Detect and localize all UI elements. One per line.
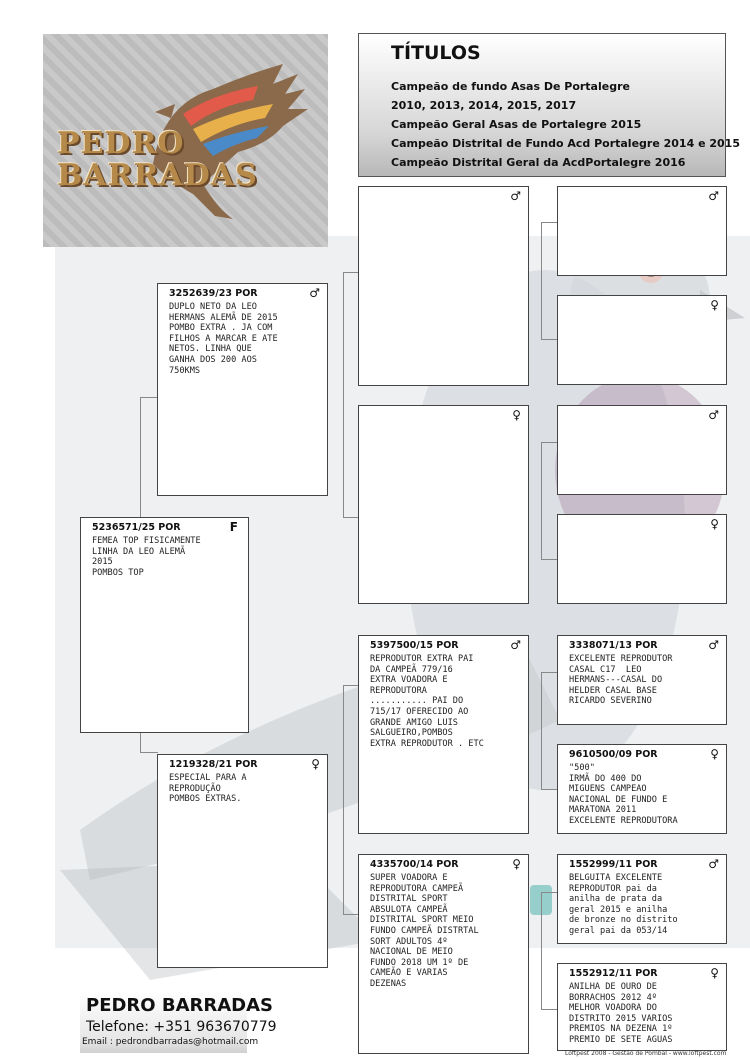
phone-number: Telefone: +351 963670779	[86, 1019, 277, 1035]
pigeon-notes: BELGUITA EXCELENTE REPRODUTOR pai da anilha de prata da geral 2015 e anilha de bronze no distrito geral pai da 053/14	[569, 873, 678, 936]
logo-line-1: PEDRO	[57, 126, 185, 161]
female-symbol-icon: ♀	[710, 747, 719, 761]
logo-line-2: BARRADAS	[57, 158, 258, 193]
pigeon-notes: ESPECIAL PARA A REPRODUÇÃO POMBOS EXTRAS.	[169, 773, 247, 805]
ring-number: 5397500/15 POR	[370, 640, 459, 651]
pigeon-notes: "500" IRMÃ DO 400 DO MIGUENS CAMPEAO NACIONAL DE FUNDO E MARATONA 2011 EXCELENTE REPRODUTORA	[569, 763, 678, 826]
title-line: Campeão Distrital Geral da AcdPortalegre 2016	[391, 156, 686, 169]
breeder-name: PEDRO BARRADAS	[86, 995, 273, 1016]
female-symbol-icon: ♀	[710, 298, 719, 312]
pedigree-card-sd-dam[interactable]	[557, 514, 727, 604]
ring-number: 4335700/14 POR	[370, 859, 459, 870]
pedigree-card-sire-dam[interactable]	[358, 405, 529, 604]
pigeon-notes: DUPLO NETO DA LEO HERMANS ALEMÃ DE 2015 POMBO EXTRA . JA COM FILHOS A MARCAR E ATE NETOS. LINHA QUE GANHA DOS 200 AOS 750KMS	[169, 302, 278, 376]
pedigree-card-sire-sire[interactable]	[358, 186, 529, 386]
breeder-logo	[43, 34, 328, 247]
pigeon-notes: ANILHA DE OURO DE BORRACHOS 2012 4º MELHOR VOADORA DO DISTRITO 2015 VARIOS PREMIOS NA DEZENA 1º PREMIO DE SETE AGUAS	[569, 982, 673, 1045]
ring-number: 3338071/13 POR	[569, 640, 658, 651]
titles-panel	[358, 33, 740, 177]
ring-number: 9610500/09 POR	[569, 749, 658, 760]
pedigree-card-ss-dam[interactable]	[557, 295, 727, 385]
male-symbol-icon: ♂	[309, 286, 320, 300]
ring-number: 1552999/11 POR	[569, 859, 658, 870]
male-symbol-icon: ♂	[708, 857, 719, 871]
male-symbol-icon: ♂	[708, 408, 719, 422]
female-symbol-icon: ♀	[710, 517, 719, 531]
connector-dam	[343, 685, 358, 915]
ring-number: 5236571/25 POR	[92, 522, 181, 533]
pigeon-notes: FEMEA TOP FISICAMENTE LINHA DA LEO ALEMÃ 2015 POMBOS TOP	[92, 536, 201, 578]
ring-number: 1552912/11 POR	[569, 968, 658, 979]
connector-dam-sire	[541, 672, 557, 790]
pedigree-card-dd-dam[interactable]	[557, 963, 727, 1051]
pedigree-card-ds-dam[interactable]	[557, 744, 727, 834]
ring-number: 3252639/23 POR	[169, 288, 258, 299]
ring-number: 1219328/21 POR	[169, 759, 258, 770]
pigeon-notes: SUPER VOADORA E REPRODUTORA CAMPEÃ DISTRITAL SPORT ABSULOTA CAMPEÃ DISTRITAL SPORT MEIO FUNDO CAMPEÃ DISTRTAL SORT ADULTOS 4º NACIONAL DE MEIO FUNDO 2018 UM 1º DE CAMEÃO E VARIAS DEZENAS	[370, 873, 479, 989]
connector-sire	[343, 272, 358, 518]
pedigree-card-dam-sire[interactable]	[358, 635, 529, 834]
title-line: 2010, 2013, 2014, 2015, 2017	[391, 99, 577, 112]
female-symbol-icon: ♀	[512, 857, 521, 871]
pedigree-card-dd-sire[interactable]	[557, 854, 727, 944]
pigeon-notes: REPRODUTOR EXTRA PAI DA CAMPEÃ 779/16 EXTRA VOADORA E REPRODUTORA ........... PAI DO 715/17 OFERECIDO AO GRANDE AMIGO LUIS SALGUEIRO,POMBOS EXTRA REPRODUTOR . ETC	[370, 654, 484, 749]
pedigree-card-sire[interactable]	[157, 283, 328, 496]
connector-sire-sire	[541, 222, 557, 340]
pedigree-card-sd-sire[interactable]	[557, 405, 727, 495]
connector-dam-dam	[541, 892, 557, 1010]
connector-sire-dam	[541, 442, 557, 560]
pedigree-card-subject[interactable]	[80, 517, 249, 733]
pedigree-card-ds-sire[interactable]	[557, 635, 727, 725]
software-credit: Loftpest 2008 - Gestão de Pombal - www.loftpest.com	[565, 1050, 727, 1057]
title-line: Campeão de fundo Asas De Portalegre	[391, 80, 630, 93]
pedigree-card-dam-dam[interactable]	[358, 854, 529, 1054]
male-symbol-icon: ♂	[708, 189, 719, 203]
title-line: Campeão Geral Asas de Portalegre 2015	[391, 118, 642, 131]
title-line: Campeão Distrital de Fundo Acd Portalegre 2014 e 2015	[391, 137, 740, 150]
male-symbol-icon: ♂	[510, 638, 521, 652]
female-label: F	[229, 520, 238, 534]
male-symbol-icon: ♂	[510, 189, 521, 203]
female-symbol-icon: ♀	[311, 757, 320, 771]
female-symbol-icon: ♀	[512, 408, 521, 422]
titles-heading: TÍTULOS	[391, 42, 481, 64]
pedigree-card-ss-sire[interactable]	[557, 186, 727, 276]
email-address: Email : pedrondbarradas@hotmail.com	[82, 1037, 259, 1047]
male-symbol-icon: ♂	[708, 638, 719, 652]
pedigree-card-dam[interactable]	[157, 754, 328, 968]
pigeon-notes: EXCELENTE REPRODUTOR CASAL C17 LEO HERMANS---CASAL DO HELDER CASAL BASE RICARDO SEVERINO	[569, 654, 673, 707]
female-symbol-icon: ♀	[710, 966, 719, 980]
